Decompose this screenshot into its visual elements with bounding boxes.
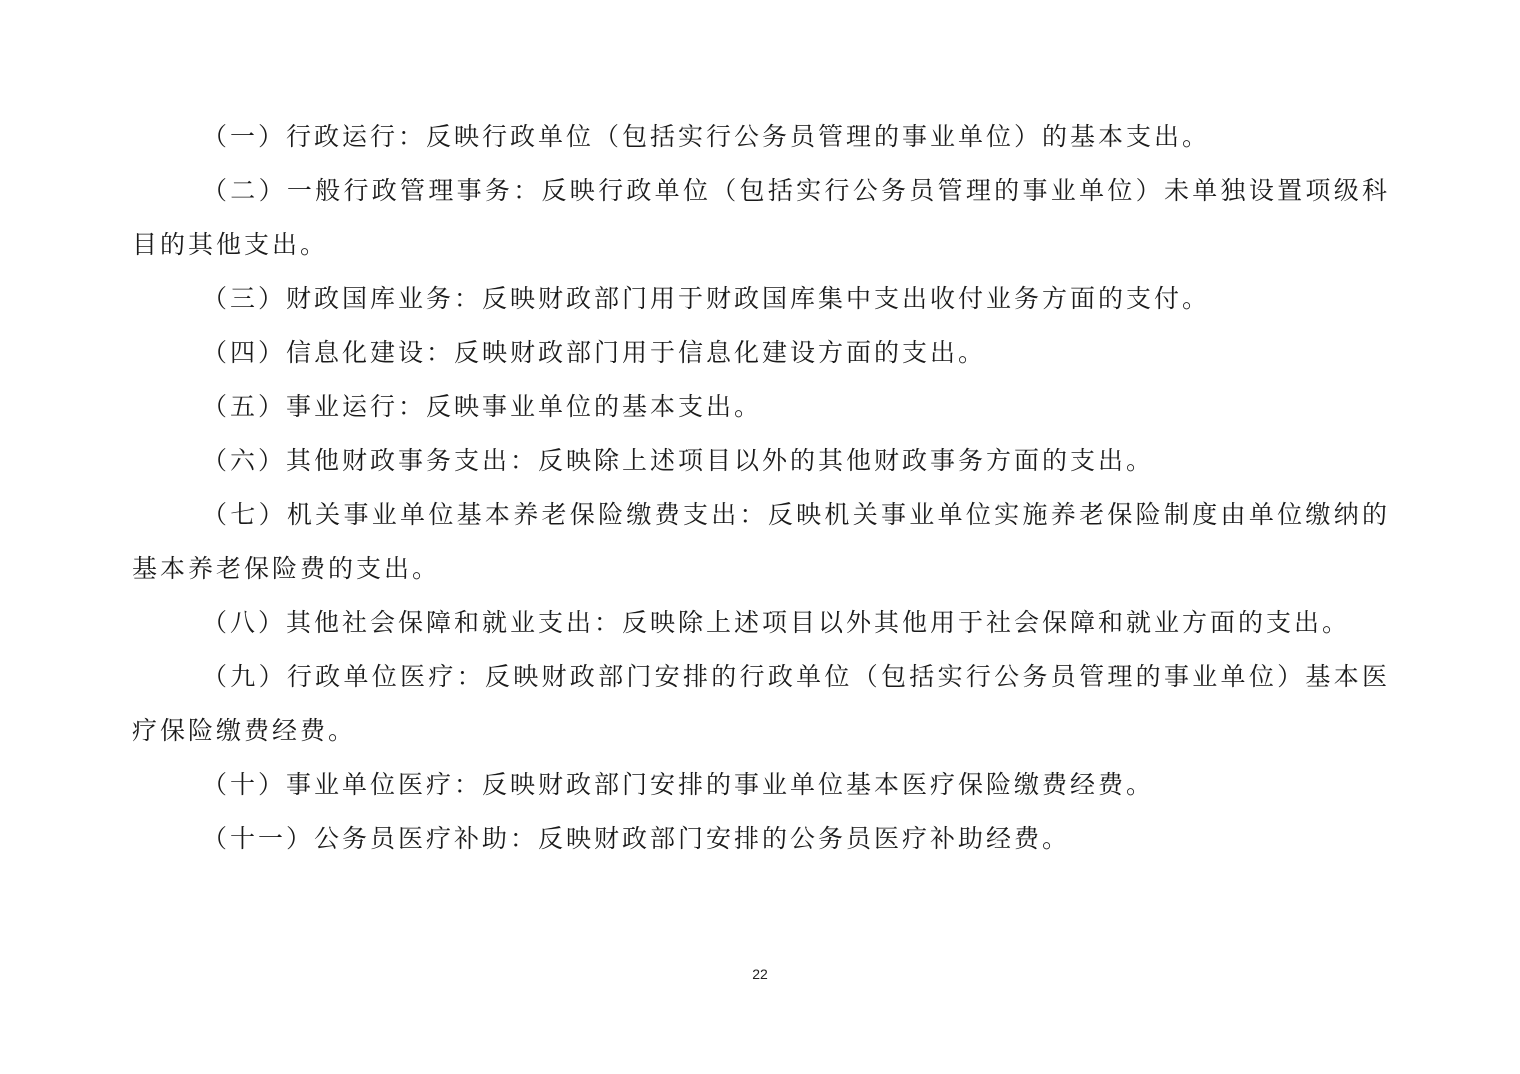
paragraph-administrative-medical: （九）行政单位医疗：反映财政部门安排的行政单位（包括实行公务员管理的事业单位）基本医疗保险缴费经费。 [132,662,1390,745]
paragraph-other-social-security: （八）其他社会保障和就业支出：反映除上述项目以外其他用于社会保障和就业方面的支出。 [202,608,1351,637]
page-number: 22 [752,966,768,982]
paragraph-other-finance-affairs: （六）其他财政事务支出：反映除上述项目以外的其他财政事务方面的支出。 [202,446,1155,475]
document-body [132,110,1390,866]
paragraph-informatization: （四）信息化建设：反映财政部门用于信息化建设方面的支出。 [202,338,987,367]
paragraph-general-administrative-affairs: （二）一般行政管理事务：反映行政单位（包括实行公务员管理的事业单位）未单独设置项级科目的其他支出。 [132,176,1390,259]
paragraph-administrative-operation: （一）行政运行：反映行政单位（包括实行公务员管理的事业单位）的基本支出。 [202,122,1211,151]
paragraph-pension-insurance: （七）机关事业单位基本养老保险缴费支出：反映机关事业单位实施养老保险制度由单位缴纳的基本养老保险费的支出。 [132,500,1390,583]
paragraph-institution-operation: （五）事业运行：反映事业单位的基本支出。 [202,392,763,421]
paragraph-treasury-business: （三）财政国库业务：反映财政部门用于财政国库集中支出收付业务方面的支付。 [202,284,1211,313]
paragraph-civil-servant-medical-subsidy: （十一）公务员医疗补助：反映财政部门安排的公务员医疗补助经费。 [202,824,1071,853]
paragraph-institution-medical: （十）事业单位医疗：反映财政部门安排的事业单位基本医疗保险缴费经费。 [202,770,1155,799]
